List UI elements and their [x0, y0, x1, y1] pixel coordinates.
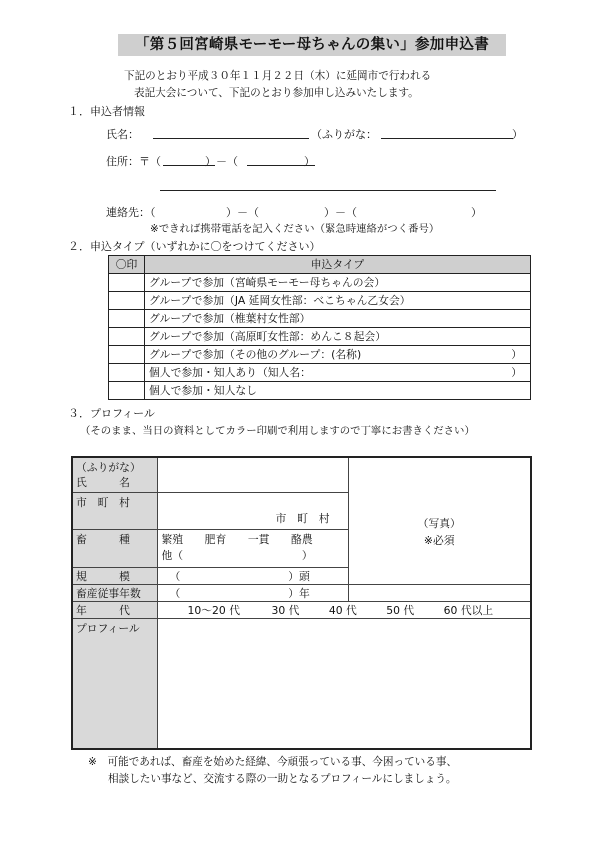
- intro-line-1: 下記のとおり平成３０年１１月２２日（木）に延岡市で行われる: [124, 70, 432, 82]
- mark-cell[interactable]: [109, 310, 145, 328]
- type-row: [109, 292, 531, 310]
- section2-heading: ２．申込タイプ（いずれかに〇をつけてください）: [68, 240, 321, 253]
- years-field[interactable]: [157, 585, 348, 602]
- scale-row-label: 規 模: [72, 568, 157, 585]
- mark-column-header: 〇印: [109, 256, 145, 274]
- name-label: 氏名：: [106, 128, 139, 141]
- furigana-label: （ふりがな：: [311, 128, 377, 141]
- profile-table: [71, 456, 532, 750]
- photo-required: ※必須: [423, 534, 455, 547]
- age-option[interactable]: 60 代以上: [443, 603, 494, 617]
- mark-cell[interactable]: [109, 274, 145, 292]
- name-row-label: 氏 名: [76, 476, 130, 489]
- contact-label: 連絡先：（: [106, 206, 156, 219]
- application-type-table: [108, 255, 531, 400]
- section3-heading: ３．プロフィール: [68, 407, 155, 420]
- type-row: [109, 310, 531, 328]
- type-row-label: 個人で参加・知人なし: [149, 384, 257, 397]
- section3-note: （そのまま、当日の資料としてカラー印刷で利用しますので丁寧にお書きください）: [80, 425, 475, 437]
- age-option[interactable]: 30 代: [271, 603, 300, 617]
- section1-heading: １．申込者情報: [68, 105, 145, 118]
- mark-cell[interactable]: [109, 382, 145, 400]
- profile-name-field[interactable]: [157, 457, 348, 493]
- photo-box[interactable]: [348, 457, 531, 585]
- breed-options: 繁殖 肥育 一貫 酪農: [161, 533, 313, 546]
- type-row: [109, 364, 531, 382]
- breed-field[interactable]: [157, 530, 348, 568]
- scale-field[interactable]: [157, 568, 348, 585]
- type-row: [109, 274, 531, 292]
- profile-row-label: プロフィール: [72, 619, 157, 750]
- mark-cell[interactable]: [109, 346, 145, 364]
- type-row-label: グループで参加（椎葉村女性部）: [149, 312, 311, 325]
- postal-code-field-1[interactable]: [163, 165, 215, 166]
- address-label: 住所：〒（ ）－（ ）: [106, 155, 315, 168]
- furigana-field[interactable]: [381, 138, 513, 139]
- contact-sep-2: ）－（: [324, 206, 357, 219]
- furigana-row-label: （ふりがな）: [76, 461, 141, 474]
- footnote-line-2: 相談したい事など、交流する際の一助となるプロフィールにしましょう。: [108, 773, 457, 785]
- form-title: 「第５回宮崎県モーモー母ちゃんの集い」参加申込書: [118, 34, 506, 56]
- age-option[interactable]: 50 代: [386, 603, 415, 617]
- photo-label: （写真）: [417, 517, 461, 530]
- city-suffix: 市 町 村: [275, 512, 330, 525]
- age-option[interactable]: 40 代: [328, 603, 357, 617]
- mark-cell[interactable]: [109, 328, 145, 346]
- city-row-label: 市 町 村: [72, 493, 157, 530]
- city-field[interactable]: [157, 493, 348, 530]
- mark-cell[interactable]: [109, 292, 145, 310]
- years-row-label: 畜産従事年数: [72, 585, 157, 602]
- type-row-label: グループで参加（JA 延岡女性部：べこちゃん乙女会）: [149, 294, 411, 307]
- breed-other: 他（ ）: [161, 549, 313, 562]
- type-row-label: 個人で参加・知人あり（知人名：: [149, 366, 311, 379]
- postal-code-field-2[interactable]: [247, 165, 315, 166]
- type-row: [109, 346, 531, 364]
- name-field[interactable]: [153, 138, 309, 139]
- type-row: [109, 382, 531, 400]
- type-row-tail: ）: [511, 366, 522, 379]
- furigana-close: ）: [512, 128, 523, 141]
- type-row-tail: ）: [511, 348, 522, 361]
- type-row: [109, 328, 531, 346]
- age-row-label: 年 代: [72, 602, 157, 619]
- type-row-label: グループで参加（宮崎県モーモー母ちゃんの会）: [149, 276, 386, 289]
- footnote-line-1: ※ 可能であれば、畜産を始めた経緯、今頑張っている事、今困っている事、: [88, 756, 458, 768]
- scale-value: （ ）頭: [169, 569, 310, 583]
- profile-text-area[interactable]: [157, 619, 531, 750]
- years-value: （ ）年: [169, 586, 310, 600]
- address-field[interactable]: [160, 190, 496, 191]
- type-column-header: 申込タイプ: [145, 256, 531, 274]
- contact-end: ）: [471, 206, 482, 219]
- mark-cell[interactable]: [109, 364, 145, 382]
- contact-note: ※できれば携帯電話を記入ください（緊急時連絡がつく番号）: [150, 223, 440, 235]
- intro-line-2: 表記大会について、下記のとおり参加申し込みいたします。: [134, 87, 419, 99]
- type-row-label: グループで参加（その他のグループ：(名称): [149, 348, 362, 361]
- age-option[interactable]: 10～20 代: [187, 603, 241, 617]
- age-options[interactable]: [157, 602, 531, 619]
- type-row-label: グループで参加（高原町女性部：めんこ８起会）: [149, 330, 386, 343]
- breed-row-label: 畜 種: [72, 530, 157, 568]
- contact-sep-1: ）－（: [226, 206, 259, 219]
